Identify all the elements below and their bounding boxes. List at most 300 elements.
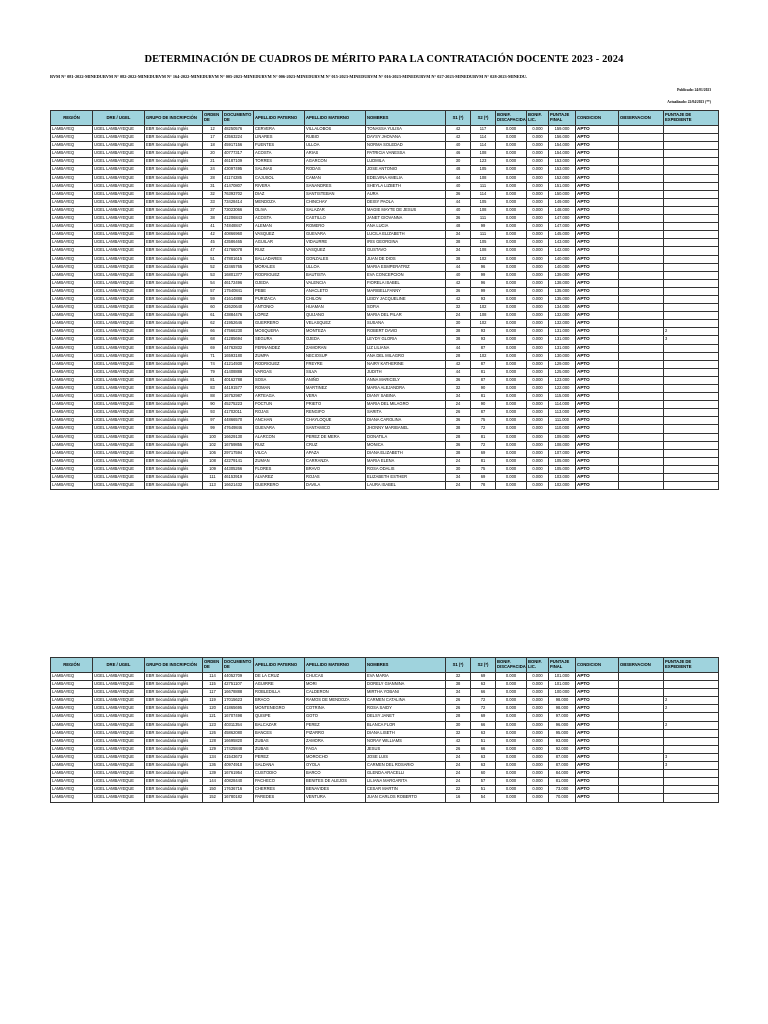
cell-s2: 87: [471, 360, 496, 368]
cell-puntaje-final: 95.000: [549, 729, 576, 737]
table-row: [51, 457, 719, 465]
cell-bonif-discapacidad: 0.000: [496, 425, 527, 433]
cell-bonif-discapacidad: 0.000: [496, 352, 527, 360]
cell-bonif-discapacidad: 0.000: [496, 320, 527, 328]
cell-nombres: MARIA ESMPERATRIZ: [366, 263, 446, 271]
cell-condicion: APTO: [576, 287, 619, 295]
cell-bonif-discapacidad: 0.000: [496, 271, 527, 279]
cell-puntaje-final: 135.000: [549, 295, 576, 303]
cell-nombres: JUAN CARLOS ROBERTO: [366, 794, 446, 802]
cell-dre-ugel: UGEL LAMBAYEQUE: [93, 441, 145, 449]
cell-puntaje-expediente: [664, 770, 719, 778]
cell-observacion: [619, 673, 664, 681]
cell-orden: 134: [203, 753, 223, 761]
cell-bonif-discapacidad: 0.000: [496, 449, 527, 457]
cell-puntaje-expediente: [664, 320, 719, 328]
cell-observacion: [619, 287, 664, 295]
cell-region: LAMBAYEQ: [51, 401, 93, 409]
cell-condicion: APTO: [576, 231, 619, 239]
cell-orden: 12: [203, 126, 223, 134]
cell-apellido-materno: ROMERO: [305, 223, 366, 231]
cell-observacion: [619, 223, 664, 231]
cell-nombres: NORAY WILLIAMS: [366, 737, 446, 745]
cell-condicion: APTO: [576, 142, 619, 150]
cell-apellido-paterno: CAJUSOL: [254, 174, 305, 182]
cell-apellido-materno: GUEVARA: [305, 231, 366, 239]
cell-nombres: SUSANA: [366, 320, 446, 328]
table-row: [51, 263, 719, 271]
cell-observacion: [619, 778, 664, 786]
cell-apellido-materno: RODAS: [305, 166, 366, 174]
cell-orden: 81: [203, 376, 223, 384]
cell-apellido-paterno: GUERRERO: [254, 320, 305, 328]
table-row: [51, 433, 719, 441]
cell-apellido-materno: CHILON: [305, 295, 366, 303]
cell-region: LAMBAYEQ: [51, 729, 93, 737]
cell-s1: 28: [446, 352, 471, 360]
cell-dre-ugel: UGEL LAMBAYEQUE: [93, 482, 145, 490]
cell-grupo-inscripcion: EBR Secundaria Inglés: [145, 401, 203, 409]
cell-region: LAMBAYEQ: [51, 255, 93, 263]
table-row: [51, 215, 719, 223]
cell-bonif-lic: 0.000: [527, 681, 549, 689]
cell-dre-ugel: UGEL LAMBAYEQUE: [93, 215, 145, 223]
column-header-puntaje-final: PUNTAJE FINAL: [549, 111, 576, 126]
cell-orden: 53: [203, 271, 223, 279]
cell-bonif-lic: 0.000: [527, 166, 549, 174]
table-row: [51, 376, 719, 384]
cell-documento: 16695820: [223, 737, 254, 745]
cell-observacion: [619, 449, 664, 457]
cell-bonif-discapacidad: 0.000: [496, 409, 527, 417]
cell-observacion: [619, 174, 664, 182]
cell-region: LAMBAYEQ: [51, 158, 93, 166]
cell-apellido-materno: FREYRE: [305, 360, 366, 368]
cell-documento: 44191577: [223, 385, 254, 393]
cell-puntaje-expediente: [664, 304, 719, 312]
cell-nombres: SHEYLA LIZBETH: [366, 182, 446, 190]
cell-s2: 72: [471, 425, 496, 433]
cell-apellido-materno: PEREZ DE MERA: [305, 433, 366, 441]
cell-puntaje-final: 129.000: [549, 360, 576, 368]
column-header-condicion: CONDICION: [576, 111, 619, 126]
column-header-grupo-inscripcion: GRUPO DE INSCRIPCIÓN: [145, 658, 203, 673]
cell-condicion: APTO: [576, 482, 619, 490]
cell-orden: 111: [203, 474, 223, 482]
cell-observacion: [619, 770, 664, 778]
cell-s1: 36: [446, 376, 471, 384]
cell-bonif-lic: 0.000: [527, 320, 549, 328]
cell-condicion: APTO: [576, 295, 619, 303]
cell-bonif-discapacidad: 0.000: [496, 166, 527, 174]
cell-apellido-paterno: OJEDA: [254, 279, 305, 287]
cell-apellido-materno: PEREZ: [305, 721, 366, 729]
cell-region: LAMBAYEQ: [51, 190, 93, 198]
cell-apellido-materno: QUIJANO: [305, 312, 366, 320]
cell-condicion: APTO: [576, 376, 619, 384]
cell-apellido-materno: CRUZ: [305, 441, 366, 449]
cell-apellido-materno: RUBIO: [305, 134, 366, 142]
cell-bonif-lic: 0.000: [527, 255, 549, 263]
cell-apellido-materno: ARIAS: [305, 150, 366, 158]
column-header-region: REGIÓN: [51, 111, 93, 126]
cell-documento: 45862080: [223, 729, 254, 737]
cell-bonif-lic: 0.000: [527, 158, 549, 166]
cell-condicion: APTO: [576, 263, 619, 271]
cell-s1: 42: [446, 279, 471, 287]
cell-bonif-discapacidad: 0.000: [496, 368, 527, 376]
table-row: [51, 312, 719, 320]
cell-s2: 81: [471, 393, 496, 401]
cell-apellido-paterno: ANTONIO: [254, 304, 305, 312]
cell-orden: 128: [203, 737, 223, 745]
cell-grupo-inscripcion: EBR Secundaria Inglés: [145, 753, 203, 761]
cell-puntaje-expediente: [664, 482, 719, 490]
cell-apellido-paterno: ANCHAN: [254, 417, 305, 425]
cell-orden: 32: [203, 190, 223, 198]
cell-s1: 32: [446, 385, 471, 393]
cell-bonif-discapacidad: 0.000: [496, 729, 527, 737]
cell-observacion: [619, 753, 664, 761]
cell-apellido-paterno: ZUBAS: [254, 737, 305, 745]
cell-nombres: MARIA DEL MILAGRO: [366, 401, 446, 409]
cell-s1: 32: [446, 304, 471, 312]
cell-apellido-materno: VELASQUEZ: [305, 320, 366, 328]
cell-grupo-inscripcion: EBR Secundaria Inglés: [145, 126, 203, 134]
cell-nombres: DIANA LISETH: [366, 729, 446, 737]
cell-apellido-materno: SALAZAR: [305, 206, 366, 214]
cell-dre-ugel: UGEL LAMBAYEQUE: [93, 681, 145, 689]
cell-documento: 41766078: [223, 247, 254, 255]
cell-s1: 28: [446, 433, 471, 441]
cell-condicion: APTO: [576, 279, 619, 287]
cell-region: LAMBAYEQ: [51, 287, 93, 295]
cell-s1: 30: [446, 320, 471, 328]
cell-puntaje-expediente: 2: [664, 705, 719, 713]
cell-bonif-discapacidad: 0.000: [496, 689, 527, 697]
cell-nombres: PATRICIA VANESSA: [366, 150, 446, 158]
cell-s1: 42: [446, 134, 471, 142]
cell-apellido-materno: SANANDRES: [305, 182, 366, 190]
cell-apellido-paterno: ROBLEDILLA: [254, 689, 305, 697]
table-row: [51, 134, 719, 142]
cell-puntaje-final: 101.000: [549, 681, 576, 689]
cell-puntaje-final: 153.000: [549, 158, 576, 166]
cell-dre-ugel: UGEL LAMBAYEQUE: [93, 689, 145, 697]
cell-s1: 38: [446, 328, 471, 336]
cell-observacion: [619, 142, 664, 150]
cell-apellido-paterno: ZUMPA: [254, 352, 305, 360]
cell-apellido-materno: BAUTISTA: [305, 271, 366, 279]
cell-apellido-paterno: PAREDES: [254, 794, 305, 802]
cell-bonif-lic: 0.000: [527, 729, 549, 737]
updated-date: Actualizado: 22/04/2023 (**): [667, 100, 711, 104]
cell-dre-ugel: UGEL LAMBAYEQUE: [93, 737, 145, 745]
cell-orden: 83: [203, 385, 223, 393]
cell-s1: 46: [446, 150, 471, 158]
cell-grupo-inscripcion: EBR Secundaria Inglés: [145, 304, 203, 312]
cell-puntaje-final: 130.000: [549, 352, 576, 360]
cell-grupo-inscripcion: EBR Secundaria Inglés: [145, 352, 203, 360]
column-header-puntaje-expediente: PUNTAJE DE EXPEDIENTE: [664, 111, 719, 126]
cell-bonif-lic: 0.000: [527, 190, 549, 198]
cell-puntaje-final: 109.000: [549, 433, 576, 441]
cell-nombres: DIANA CAROLINA: [366, 417, 446, 425]
cell-condicion: APTO: [576, 182, 619, 190]
cell-grupo-inscripcion: EBR Secundaria Inglés: [145, 778, 203, 786]
cell-s1: 44: [446, 198, 471, 206]
cell-observacion: [619, 215, 664, 223]
cell-bonif-lic: 0.000: [527, 393, 549, 401]
cell-puntaje-final: 81.000: [549, 778, 576, 786]
column-header-apellido-materno: APELLIDO MATERNO: [305, 658, 366, 673]
cell-s2: 90: [471, 385, 496, 393]
cell-grupo-inscripcion: EBR Secundaria Inglés: [145, 247, 203, 255]
cell-puntaje-final: 105.000: [549, 457, 576, 465]
cell-puntaje-expediente: [664, 142, 719, 150]
column-header-puntaje-expediente: PUNTAJE DE EXPEDIENTE: [664, 658, 719, 673]
cell-orden: 60: [203, 304, 223, 312]
table-row: [51, 142, 719, 150]
cell-documento: 41952646: [223, 320, 254, 328]
cell-observacion: [619, 360, 664, 368]
cell-observacion: [619, 713, 664, 721]
cell-observacion: [619, 328, 664, 336]
table-row: [51, 745, 719, 753]
cell-s2: 63: [471, 681, 496, 689]
cell-orden: 20: [203, 150, 223, 158]
cell-region: LAMBAYEQ: [51, 745, 93, 753]
cell-s1: 34: [446, 231, 471, 239]
cell-bonif-discapacidad: 0.000: [496, 762, 527, 770]
cell-observacion: [619, 697, 664, 705]
cell-bonif-lic: 0.000: [527, 198, 549, 206]
cell-s2: 78: [471, 482, 496, 490]
cell-s2: 66: [471, 721, 496, 729]
cell-region: LAMBAYEQ: [51, 198, 93, 206]
cell-bonif-lic: 0.000: [527, 425, 549, 433]
cell-puntaje-final: 143.000: [549, 239, 576, 247]
cell-observacion: [619, 279, 664, 287]
cell-apellido-paterno: FOCTUN: [254, 401, 305, 409]
cell-bonif-lic: 0.000: [527, 263, 549, 271]
cell-documento: 17636716: [223, 786, 254, 794]
cell-condicion: APTO: [576, 328, 619, 336]
table-row: [51, 352, 719, 360]
cell-dre-ugel: UGEL LAMBAYEQUE: [93, 223, 145, 231]
cell-documento: 43563224: [223, 134, 254, 142]
cell-documento: 40777317: [223, 150, 254, 158]
cell-puntaje-expediente: [664, 794, 719, 802]
cell-apellido-materno: GONZALES: [305, 255, 366, 263]
cell-grupo-inscripcion: EBR Secundaria Inglés: [145, 457, 203, 465]
cell-observacion: [619, 729, 664, 737]
cell-nombres: DEISY PAOLA: [366, 198, 446, 206]
cell-s2: 60: [471, 770, 496, 778]
cell-dre-ugel: UGEL LAMBAYEQUE: [93, 126, 145, 134]
cell-apellido-materno: ZAMORA: [305, 737, 366, 745]
cell-condicion: APTO: [576, 206, 619, 214]
cell-region: LAMBAYEQ: [51, 174, 93, 182]
cell-nombres: LIZ LILIANA: [366, 344, 446, 352]
cell-puntaje-final: 73.000: [549, 786, 576, 794]
cell-observacion: [619, 401, 664, 409]
cell-documento: 41470807: [223, 182, 254, 190]
cell-dre-ugel: UGEL LAMBAYEQUE: [93, 328, 145, 336]
cell-nombres: DORELY GIANNINA: [366, 681, 446, 689]
cell-nombres: JOSE ANTONIO: [366, 166, 446, 174]
cell-apellido-paterno: BRACO: [254, 697, 305, 705]
table-row: [51, 304, 719, 312]
cell-documento: 17425848: [223, 745, 254, 753]
cell-s1: 40: [446, 142, 471, 150]
cell-puntaje-final: 134.000: [549, 304, 576, 312]
cell-region: LAMBAYEQ: [51, 778, 93, 786]
cell-nombres: LUCILA ELIZABETH: [366, 231, 446, 239]
cell-puntaje-expediente: [664, 150, 719, 158]
cell-region: LAMBAYEQ: [51, 263, 93, 271]
cell-nombres: EVA MARIA: [366, 673, 446, 681]
cell-bonif-discapacidad: 0.000: [496, 239, 527, 247]
table-row: [51, 689, 719, 697]
cell-nombres: DONATILA: [366, 433, 446, 441]
cell-s1: 42: [446, 126, 471, 134]
cell-observacion: [619, 457, 664, 465]
cell-s2: 54: [471, 794, 496, 802]
cell-dre-ugel: UGEL LAMBAYEQUE: [93, 705, 145, 713]
cell-bonif-lic: 0.000: [527, 150, 549, 158]
cell-documento: 16621432: [223, 482, 254, 490]
cell-dre-ugel: UGEL LAMBAYEQUE: [93, 239, 145, 247]
cell-region: LAMBAYEQ: [51, 134, 93, 142]
cell-apellido-paterno: RODRIGUEZ: [254, 360, 305, 368]
cell-puntaje-expediente: [664, 433, 719, 441]
cell-bonif-discapacidad: 0.000: [496, 158, 527, 166]
cell-grupo-inscripcion: EBR Secundaria Inglés: [145, 271, 203, 279]
cell-observacion: [619, 182, 664, 190]
table-row: [51, 401, 719, 409]
cell-condicion: APTO: [576, 198, 619, 206]
cell-condicion: APTO: [576, 368, 619, 376]
cell-nombres: BLANCA FLOR: [366, 721, 446, 729]
cell-s1: 40: [446, 182, 471, 190]
cell-grupo-inscripcion: EBR Secundaria Inglés: [145, 263, 203, 271]
cell-region: LAMBAYEQ: [51, 721, 93, 729]
cell-dre-ugel: UGEL LAMBAYEQUE: [93, 287, 145, 295]
cell-region: LAMBAYEQ: [51, 417, 93, 425]
cell-observacion: [619, 425, 664, 433]
cell-puntaje-expediente: 3: [664, 762, 719, 770]
cell-puntaje-expediente: [664, 126, 719, 134]
cell-bonif-discapacidad: 0.000: [496, 794, 527, 802]
cell-orden: 52: [203, 263, 223, 271]
cell-documento: 16780182: [223, 794, 254, 802]
cell-nombres: CESAR MARTIN: [366, 786, 446, 794]
cell-s1: 24: [446, 753, 471, 761]
cell-documento: 41408888: [223, 368, 254, 376]
cell-grupo-inscripcion: EBR Secundaria Inglés: [145, 770, 203, 778]
cell-s1: 36: [446, 215, 471, 223]
cell-grupo-inscripcion: EBR Secundaria Inglés: [145, 385, 203, 393]
cell-apellido-materno: CHUCAS: [305, 673, 366, 681]
cell-documento: 41174285: [223, 174, 254, 182]
column-header-s1: S1 (*): [446, 658, 471, 673]
cell-nombres: LEYDY GLORIA: [366, 336, 446, 344]
cell-dre-ugel: UGEL LAMBAYEQUE: [93, 762, 145, 770]
cell-condicion: APTO: [576, 457, 619, 465]
cell-apellido-paterno: RUIZ: [254, 247, 305, 255]
cell-puntaje-expediente: [664, 134, 719, 142]
cell-nombres: MARIA ALEJANDRA: [366, 385, 446, 393]
cell-apellido-materno: MORI: [305, 681, 366, 689]
cell-orden: 108: [203, 457, 223, 465]
cell-region: LAMBAYEQ: [51, 320, 93, 328]
cell-s2: 81: [471, 433, 496, 441]
cell-s1: 38: [446, 255, 471, 263]
cell-puntaje-final: 87.000: [549, 753, 576, 761]
cell-s2: 69: [471, 474, 496, 482]
cell-condicion: APTO: [576, 705, 619, 713]
cell-observacion: [619, 336, 664, 344]
cell-nombres: CARMEN CATALINA: [366, 697, 446, 705]
cell-grupo-inscripcion: EBR Secundaria Inglés: [145, 673, 203, 681]
cell-dre-ugel: UGEL LAMBAYEQUE: [93, 174, 145, 182]
cell-bonif-discapacidad: 0.000: [496, 673, 527, 681]
column-header-orden: ORDEN DE: [203, 658, 223, 673]
column-header-bonif-discapacidad: BONIF. DISCAPACIDA: [496, 658, 527, 673]
cell-s2: 81: [471, 457, 496, 465]
cell-dre-ugel: UGEL LAMBAYEQUE: [93, 190, 145, 198]
cell-bonif-discapacidad: 0.000: [496, 344, 527, 352]
cell-observacion: [619, 352, 664, 360]
column-header-apellido-paterno: APELLIDO PATERNO: [254, 658, 305, 673]
cell-bonif-lic: 0.000: [527, 745, 549, 753]
cell-s1: 22: [446, 786, 471, 794]
cell-condicion: APTO: [576, 360, 619, 368]
column-header-s2: S2 (*): [471, 658, 496, 673]
cell-puntaje-final: 87.000: [549, 762, 576, 770]
cell-s1: 44: [446, 174, 471, 182]
cell-grupo-inscripcion: EBR Secundaria Inglés: [145, 320, 203, 328]
cell-s2: 96: [471, 279, 496, 287]
cell-apellido-paterno: PURIZACA: [254, 295, 305, 303]
cell-nombres: TONASSA YULISA: [366, 126, 446, 134]
cell-bonif-lic: 0.000: [527, 126, 549, 134]
cell-documento: 16752987: [223, 393, 254, 401]
table-row: [51, 198, 719, 206]
cell-condicion: APTO: [576, 425, 619, 433]
table-row: [51, 393, 719, 401]
cell-documento: 16801377: [223, 271, 254, 279]
cell-apellido-materno: BRAVO: [305, 465, 366, 473]
cell-s1: 34: [446, 393, 471, 401]
cell-documento: 16759855: [223, 441, 254, 449]
cell-condicion: APTO: [576, 215, 619, 223]
cell-s2: 93: [471, 295, 496, 303]
cell-documento: 40311354: [223, 721, 254, 729]
cell-apellido-materno: VERA: [305, 393, 366, 401]
cell-bonif-lic: 0.000: [527, 689, 549, 697]
cell-apellido-materno: MARTINEZ: [305, 385, 366, 393]
cell-region: LAMBAYEQ: [51, 681, 93, 689]
cell-s2: 63: [471, 762, 496, 770]
cell-apellido-materno: CAMAN: [305, 174, 366, 182]
cell-bonif-discapacidad: 0.000: [496, 681, 527, 689]
cell-region: LAMBAYEQ: [51, 239, 93, 247]
cell-bonif-discapacidad: 0.000: [496, 770, 527, 778]
cell-s1: 38: [446, 425, 471, 433]
cell-condicion: APTO: [576, 271, 619, 279]
